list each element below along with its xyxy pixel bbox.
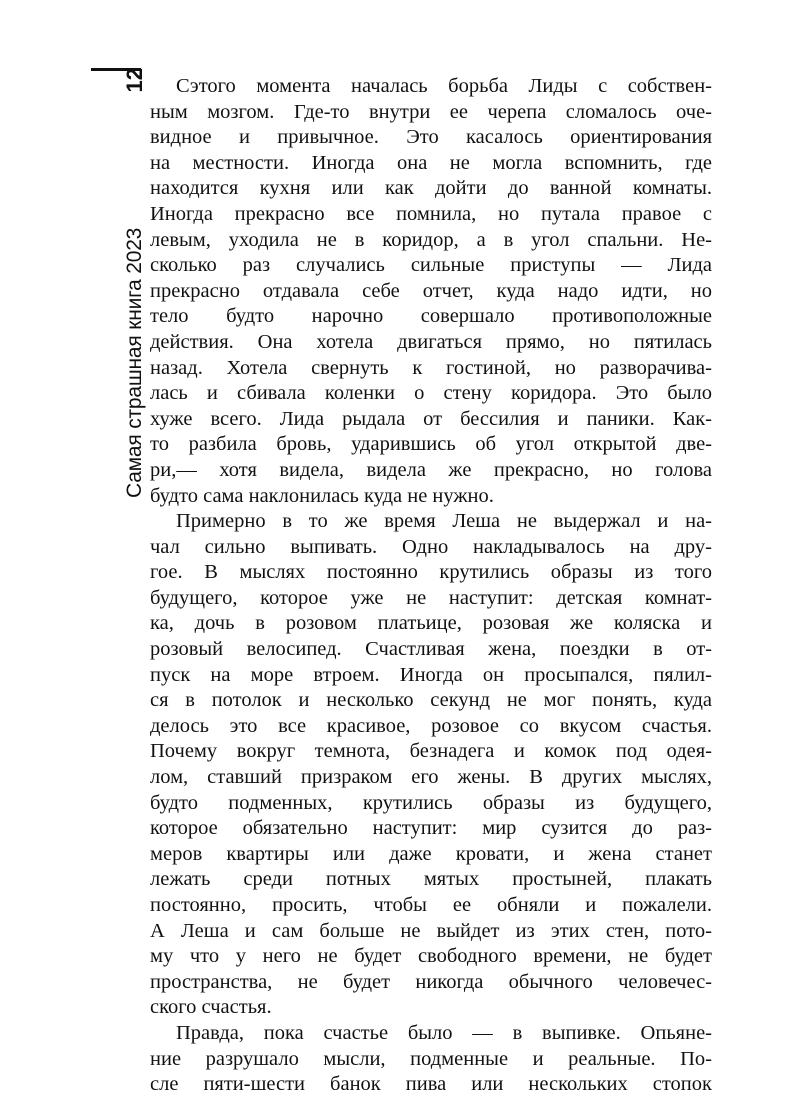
text-line: будущего, которое уже не наступит: детская комнат- xyxy=(150,586,712,609)
text-line: находится кухня или как дойти до ванной комнаты. xyxy=(150,177,712,200)
text-line: лежать среди потных мятых простыней, плакать xyxy=(150,868,712,891)
text-line: ка, дочь в розовом платьице, розовая же коляска и xyxy=(150,612,712,635)
text-line: будто подменных, крутились образы из будущего, xyxy=(150,791,712,814)
text-line: пространства, не будет никогда обычного человечес- xyxy=(150,970,712,993)
text-line: левым, уходила не в коридор, а в угол спальни. Не- xyxy=(150,228,712,251)
text-line: розовый велосипед. Счастливая жена, поездки в от- xyxy=(150,638,712,661)
text-line: меров квартиры или даже кровати, и жена станет xyxy=(150,842,712,865)
running-header xyxy=(119,68,151,498)
body-text xyxy=(150,74,712,1098)
text-line: лась и сбивала коленки о стену коридора. Это было xyxy=(150,382,712,405)
text-line: ся в потолок и несколько секунд не мог понять, куда xyxy=(150,689,712,712)
text-line: сколько раз случались сильные приступы — Лида xyxy=(150,254,712,277)
text-line: на местности. Иногда она не могла вспомнить, где xyxy=(150,151,712,174)
text-line: видное и привычное. Это касалось ориентирования xyxy=(150,126,712,149)
text-line: му что у него не будет свободного времени, не будет xyxy=(150,945,712,968)
text-line: Иногда прекрасно все помнила, но путала правое с xyxy=(150,202,712,225)
text-line: то разбила бровь, ударившись об угол открытой две- xyxy=(150,433,712,456)
text-line: чал сильно выпивать. Одно накладывалось на дру- xyxy=(150,535,712,558)
text-line: пуск на море втроем. Иногда он просыпался, пялил- xyxy=(150,663,712,686)
text-line: А Леша и сам больше не выйдет из этих стен, пото- xyxy=(150,919,712,942)
text-line: действия. Она хотела двигаться прямо, но пятилась xyxy=(150,330,712,353)
text-line: гое. В мыслях постоянно крутились образы из того xyxy=(150,561,712,584)
page-number: 12 xyxy=(122,68,147,93)
text-line: прекрасно отдавала себе отчет, куда надо идти, но xyxy=(150,279,712,302)
text-line: будто сама наклонилась куда не нужно. xyxy=(150,484,494,507)
text-line: Сэтого момента началась борьба Лиды с собствен- xyxy=(176,75,712,97)
text-line: лом, ставший призраком его жены. В других мыслях, xyxy=(150,766,712,789)
text-line: ри,— хотя видела, видела же прекрасно, но голова xyxy=(150,458,712,481)
text-line: ние разрушало мысли, подменные и реальные. По- xyxy=(150,1047,712,1070)
text-line: делось это все красивое, розовое со вкусом счастья. xyxy=(150,714,712,737)
text-line: Примерно в то же время Леша не выдержал и на- xyxy=(176,510,712,533)
text-line: тело будто нарочно совершало противоположные xyxy=(150,305,712,328)
text-line: Почему вокруг темнота, безнадега и комок под одея- xyxy=(150,740,712,763)
running-title: Самая страшная книга 2023 xyxy=(123,227,146,498)
text-line: ным мозгом. Где-то внутри ее черепа сломалось оче- xyxy=(150,100,712,123)
text-line: ского счастья. xyxy=(150,996,272,1019)
text-line: постоянно, просить, чтобы ее обняли и пожалели. xyxy=(150,894,712,916)
text-line: назад. Хотела свернуть к гостиной, но разворачива- xyxy=(150,356,712,379)
text-line: которое обязательно наступит: мир сузится до раз- xyxy=(150,817,712,840)
text-line: Правда, пока счастье было — в выпивке. Опьяне- xyxy=(176,1021,712,1044)
text-line: сле пяти-шести банок пива или нескольких стопок xyxy=(150,1073,712,1096)
text-line: хуже всего. Лида рыдала от бессилия и паники. Как- xyxy=(150,407,712,430)
